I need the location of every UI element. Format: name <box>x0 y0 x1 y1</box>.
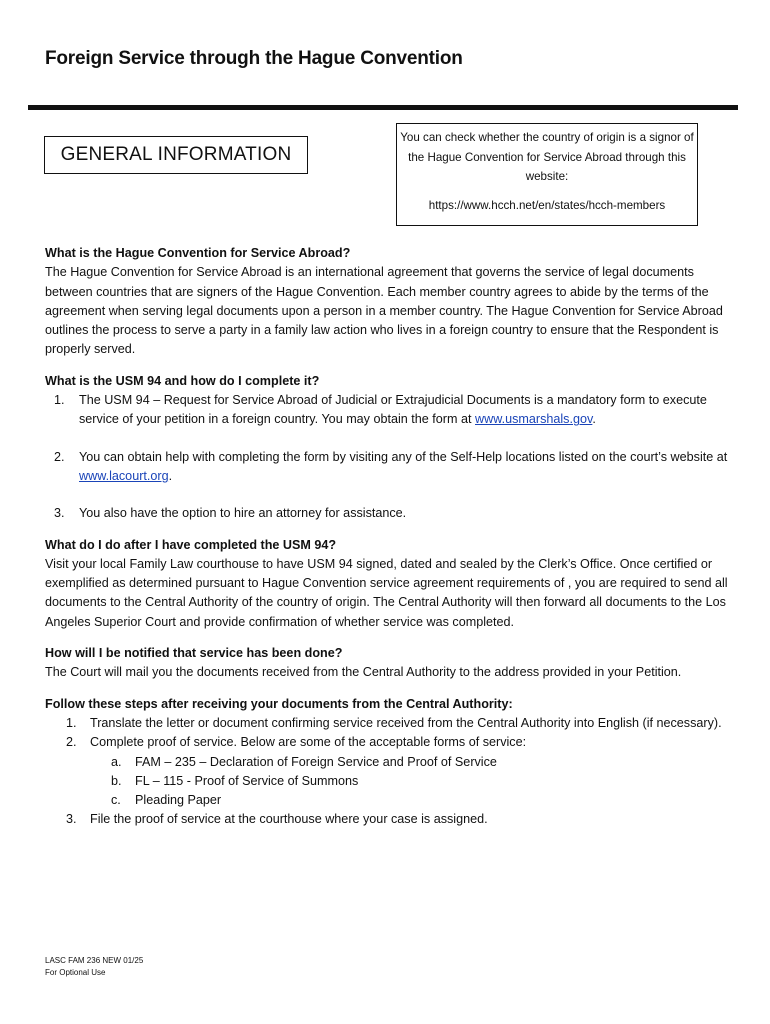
list-item <box>45 448 730 487</box>
section-usm94 <box>45 372 730 524</box>
usmarshals-link[interactable]: www.usmarshals.gov <box>475 412 593 427</box>
list-marker: 2. <box>66 735 77 750</box>
steps-list <box>45 714 730 830</box>
list-marker: a. <box>111 754 122 769</box>
section-steps <box>45 695 730 830</box>
list-marker: 3. <box>66 812 77 827</box>
period: . <box>592 412 596 427</box>
list-item-text: The USM 94 – Request for Service Abroad of Judicial or Extrajudicial Documents is a mandatory form to execute service of your petition in a foreign country. You may obtain the form at <box>79 393 707 427</box>
list-marker: c. <box>111 793 121 808</box>
list-item-text: You also have the option to hire an attorney for assistance. <box>79 506 407 521</box>
list-item-text: File the proof of service at the courthouse where your case is assigned. <box>90 812 488 827</box>
list-item <box>45 810 730 829</box>
list-marker: 2. <box>54 449 65 464</box>
lacourt-link[interactable]: www.lacourt.org <box>79 468 169 483</box>
list-item-text: You can obtain help with completing the form by visiting any of the Self-Help locations listed on the court’s website at <box>79 449 728 464</box>
list-marker: 3. <box>54 506 65 521</box>
period: . <box>168 468 173 483</box>
sub-list-item <box>90 772 730 791</box>
list-item-text: Pleading Paper <box>135 793 222 808</box>
section-heading: What is the Hague Convention for Service Abroad? <box>45 246 351 260</box>
page-title: Foreign Service through the Hague Convention <box>45 48 463 69</box>
list-marker: 1. <box>54 393 65 408</box>
list-item-text: Translate the letter or document confirming service received from the Central Authority into English (if necessary). <box>90 715 722 730</box>
section-body: The Hague Convention for Service Abroad is an international agreement that governs the service of legal documents between countries that are signers of the Hague Convention. Each member country agrees to abide by the terms of the agreement when serving legal documents upon a person in a member country. The Hague Convention for Service Abroad outlines the process to serve a party in a family law action who lives in a foreign country to ensure that the Respondent is properly served. <box>45 265 723 357</box>
service-forms-list <box>90 753 730 811</box>
section-heading: What do I do after I have completed the USM 94? <box>45 537 337 552</box>
list-item-text: FAM – 235 – Declaration of Foreign Service and Proof of Service <box>135 754 497 769</box>
sub-list-item <box>90 791 730 810</box>
list-item <box>45 391 730 430</box>
sub-list-item <box>90 753 730 772</box>
form-number: LASC FAM 236 NEW 01/25 <box>45 956 144 965</box>
list-item <box>45 733 730 810</box>
section-notified <box>45 644 730 683</box>
list-marker: 1. <box>66 715 77 730</box>
main-content <box>45 244 730 842</box>
list-item <box>45 714 730 733</box>
hcch-members-link[interactable]: https://www.hcch.net/en/states/hcch-members <box>428 198 666 212</box>
section-what-is <box>45 244 730 360</box>
usm94-list <box>45 391 730 523</box>
list-item <box>45 504 730 523</box>
info-box-text: You can check whether the country of origin is a signor of the Hague Convention for Service Abroad through this website: <box>400 131 694 183</box>
section-after <box>45 536 730 632</box>
form-usage-note: For Optional Use <box>45 968 106 977</box>
section-heading: How will I be notified that service has been done? <box>45 646 343 661</box>
list-item-text: Complete proof of service. Below are some of the acceptable forms of service: <box>90 735 527 750</box>
info-box <box>396 123 698 226</box>
section-body: The Court will mail you the documents received from the Central Authority to the address provided in your Petition. <box>45 665 682 680</box>
form-footer <box>45 955 143 979</box>
section-heading: Follow these steps after receiving your documents from the Central Authority: <box>45 696 513 711</box>
list-marker: b. <box>111 773 122 788</box>
general-information-heading: GENERAL INFORMATION <box>44 136 308 174</box>
list-item-text: FL – 115 - Proof of Service of Summons <box>135 773 359 788</box>
section-heading: What is the USM 94 and how do I complete it? <box>45 373 320 388</box>
section-body: Visit your local Family Law courthouse to have USM 94 signed, dated and sealed by the Clerk’s Office. Once certified or exemplified as determined pursuant to Hague Convention service agreement requirements of , you are required to send all documents to the Central Authority of the country of origin. The Central Authority will then forward all documents to the Los Angeles Superior Court and provide confirmation of whether service was completed. <box>45 556 728 629</box>
header-rule <box>28 105 738 110</box>
